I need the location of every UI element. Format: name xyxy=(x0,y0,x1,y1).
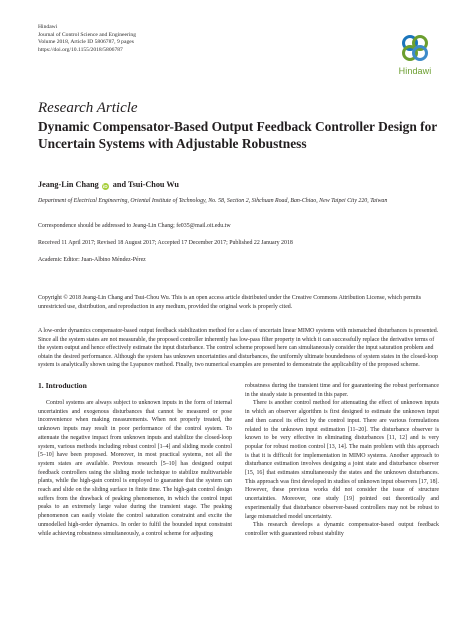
hindawi-logo-icon xyxy=(400,33,430,63)
abstract: A low-order dynamics compensator-based output feedback stabilization method for a class of uncertain linear MIMO systems with mismatched disturbances is presented. Since all the system states are not measurable, the proposed controller inherently has low-pass filter property in which it can successfully replace the derivative terms of the system output and hence effectively estimate the input disturbance. The control scheme proposed here can simultaneously consider the input saturation problem and obtain the desired performance. Although the system has unknown uncertainties and disturbances, the uniformly ultimate boundedness of system states in the closed-loop system is analytically shown using the Lyapunov method. Finally, two numerical examples are presented to demonstrate the applicability of the proposed scheme. xyxy=(38,328,439,368)
publisher-name: Hindawi xyxy=(38,24,58,30)
author-connector: and xyxy=(112,180,126,189)
publication-dates: Received 11 April 2017; Revised 18 August 2017; Accepted 17 December 2017; Published 22 January 2018 xyxy=(38,240,293,246)
journal-name: Journal of Control Science and Engineering xyxy=(38,31,137,38)
author-list xyxy=(38,180,179,190)
author-name: Tsui-Chou Wu xyxy=(127,180,179,189)
volume-info: Volume 2018, Article ID 5806787, 9 pages xyxy=(38,39,134,45)
academic-editor: Academic Editor: Juan-Albino Méndez-Pérez xyxy=(38,257,146,263)
section-heading: 1. Introduction xyxy=(38,381,87,390)
paper-title: Dynamic Compensator-Based Output Feedback Controller Design for Uncertain Systems with Adjustable Robustness xyxy=(38,119,437,151)
body-paragraph: There is another control method for attenuating the effect of unknown inputs in which an observer algorithm is first designed to estimate the unknown input and then cancel its effect by the control input. There are various formulations related to the unknown input estimation [11–20]. The disturbance observer is known to be very effective in eliminating disturbances [11, 12] and is very popular for robust motion control [13, 14]. The main problem with this approach is that it is difficult for implementation in MIMO systems. Another approach to disturbance estimation involves designing a joint state and disturbance observer [15, 16] that estimates simultaneously the states and the unknown disturbances. This approach was first developed in studies of unknown input observers [17, 18]. However, these previous works did not consider the issue of structure uncertainties. Moreover, one study [19] pointed out theoretically and experimentally that disturbance observer-based controllers may not be robust to large mismatched model uncertainty. xyxy=(245,400,439,520)
author-name: Jeang-Lin Chang xyxy=(38,180,99,189)
journal-header xyxy=(38,24,136,54)
affiliation: Department of Electrical Engineering, Oriental Institute of Technology, No. 58, Section 2, Sihchuan Road, Ban-Chiao, New Taipei City 220, Taiwan xyxy=(38,198,388,204)
body-paragraph: robustness during the transient time and for guaranteeing the robust performance in the steady state is presented in this paper. xyxy=(245,383,439,398)
doi-link[interactable]: https://doi.org/10.1155/2018/5806787 xyxy=(38,46,123,53)
body-column-left xyxy=(38,399,232,538)
copyright-notice: Copyright © 2018 Jeang-Lin Chang and Tsui-Chou Wu. This is an open access article distributed under the Creative Commons Attribution License, which permits unrestricted use, distribution, and reproduction in any medium, provided the original work is properly cited. xyxy=(38,295,422,310)
body-paragraph: Control systems are always subject to unknown inputs in the form of internal uncertainties and exogenous disturbances that cannot be measured or pose inconvenience when making measurements. When not properly treated, the unknown inputs may result in poor performance of the control system. To attenuate the negative impact from unknown inputs and stabilize the closed-loop system, various methods including robust control [1–4] and sliding mode control [5–10] have been proposed. Moreover, in most practical systems, not all the system states are available. Previous research [5–10] has designed output feedback controllers using the sliding mode technique to stabilize multivariable plants, while the high-gain control is employed to guarantee that the system can reach and slide on the sliding surface in finite time. The high-gain control design suffers from the drawback of peaking phenomenon, in which the control input peaks to an extremely large value during the transient stage. The peaking phenomenon can easily violate the control saturation constraint and excite the unmodelled high-order dynamics. In order to fulfil the bounded input constraint while achieving robustness simultaneously, a control scheme for adjusting xyxy=(38,400,232,537)
body-paragraph: This research develops a dynamic compensator-based output feedback controller with guaranteed robust stability xyxy=(245,522,439,537)
body-column-right xyxy=(245,382,439,539)
hindawi-logo-text: Hindawi xyxy=(398,66,432,76)
hindawi-logo xyxy=(391,33,439,77)
orcid-icon[interactable]: iD xyxy=(102,183,108,189)
article-type: Research Article xyxy=(38,100,138,116)
correspondence: Correspondence should be addressed to Jeang-Lin Chang; fe035@mail.oit.edu.tw xyxy=(38,223,231,229)
